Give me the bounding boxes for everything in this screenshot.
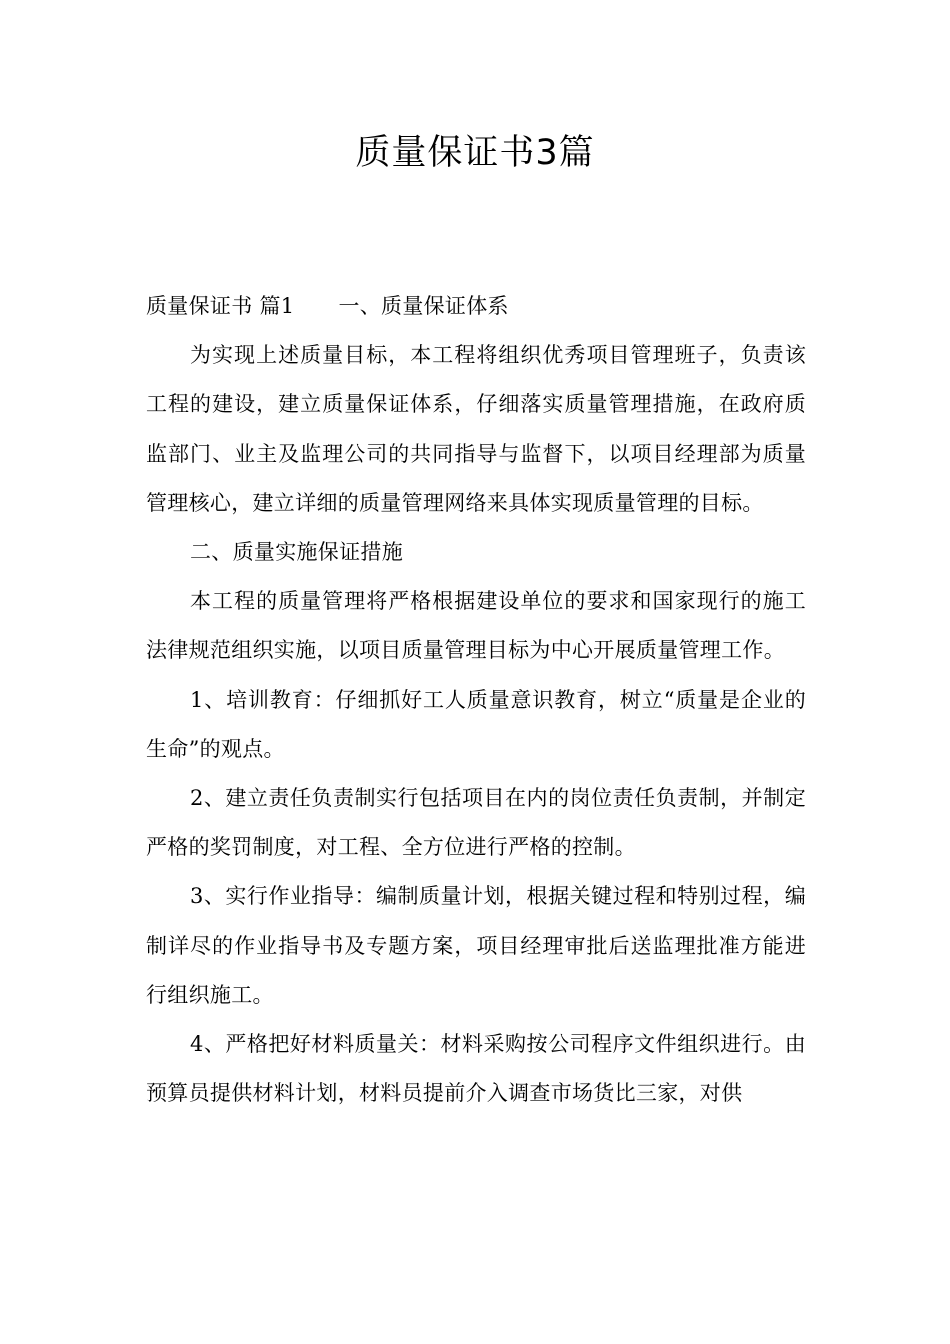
document-title: 质量保证书3篇 [355, 133, 595, 173]
section-label: 质量保证书 篇1 [146, 294, 295, 318]
list-item: 3、实行作业指导：编制质量计划，根据关键过程和特别过程，编制详尽的作业指导书及专题方案，项目经理审批后送监理批准方能进行组织施工。 [146, 884, 806, 1007]
section-heading-line [146, 282, 806, 331]
section-heading: 一、质量保证体系 [338, 294, 509, 318]
list-item: 2、建立责任负责制实行包括项目在内的岗位责任负责制，并制定严格的奖罚制度，对工程、全方位进行严格的控制。 [146, 786, 806, 860]
list-item: 1、培训教育：仔细抓好工人质量意识教育，树立“质量是企业的生命”的观点。 [146, 687, 806, 761]
paragraph: 为实现上述质量目标，本工程将组织优秀项目管理班子，负责该工程的建设，建立质量保证体系，仔细落实质量管理措施，在政府质监部门、业主及监理公司的共同指导与监督下，以项目经理部为质量管理核心，建立详细的质量管理网络来具体实现质量管理的目标。 [146, 343, 806, 515]
list-item: 4、严格把好材料质量关：材料采购按公司程序文件组织进行。由预算员提供材料计划，材料员提前介入调查市场货比三家，对供 [146, 1032, 806, 1106]
paragraph: 本工程的质量管理将严格根据建设单位的要求和国家现行的施工法律规范组织实施，以项目质量管理目标为中心开展质量管理工作。 [146, 589, 806, 663]
document-body [146, 282, 806, 1118]
subheading: 二、质量实施保证措施 [190, 540, 403, 565]
